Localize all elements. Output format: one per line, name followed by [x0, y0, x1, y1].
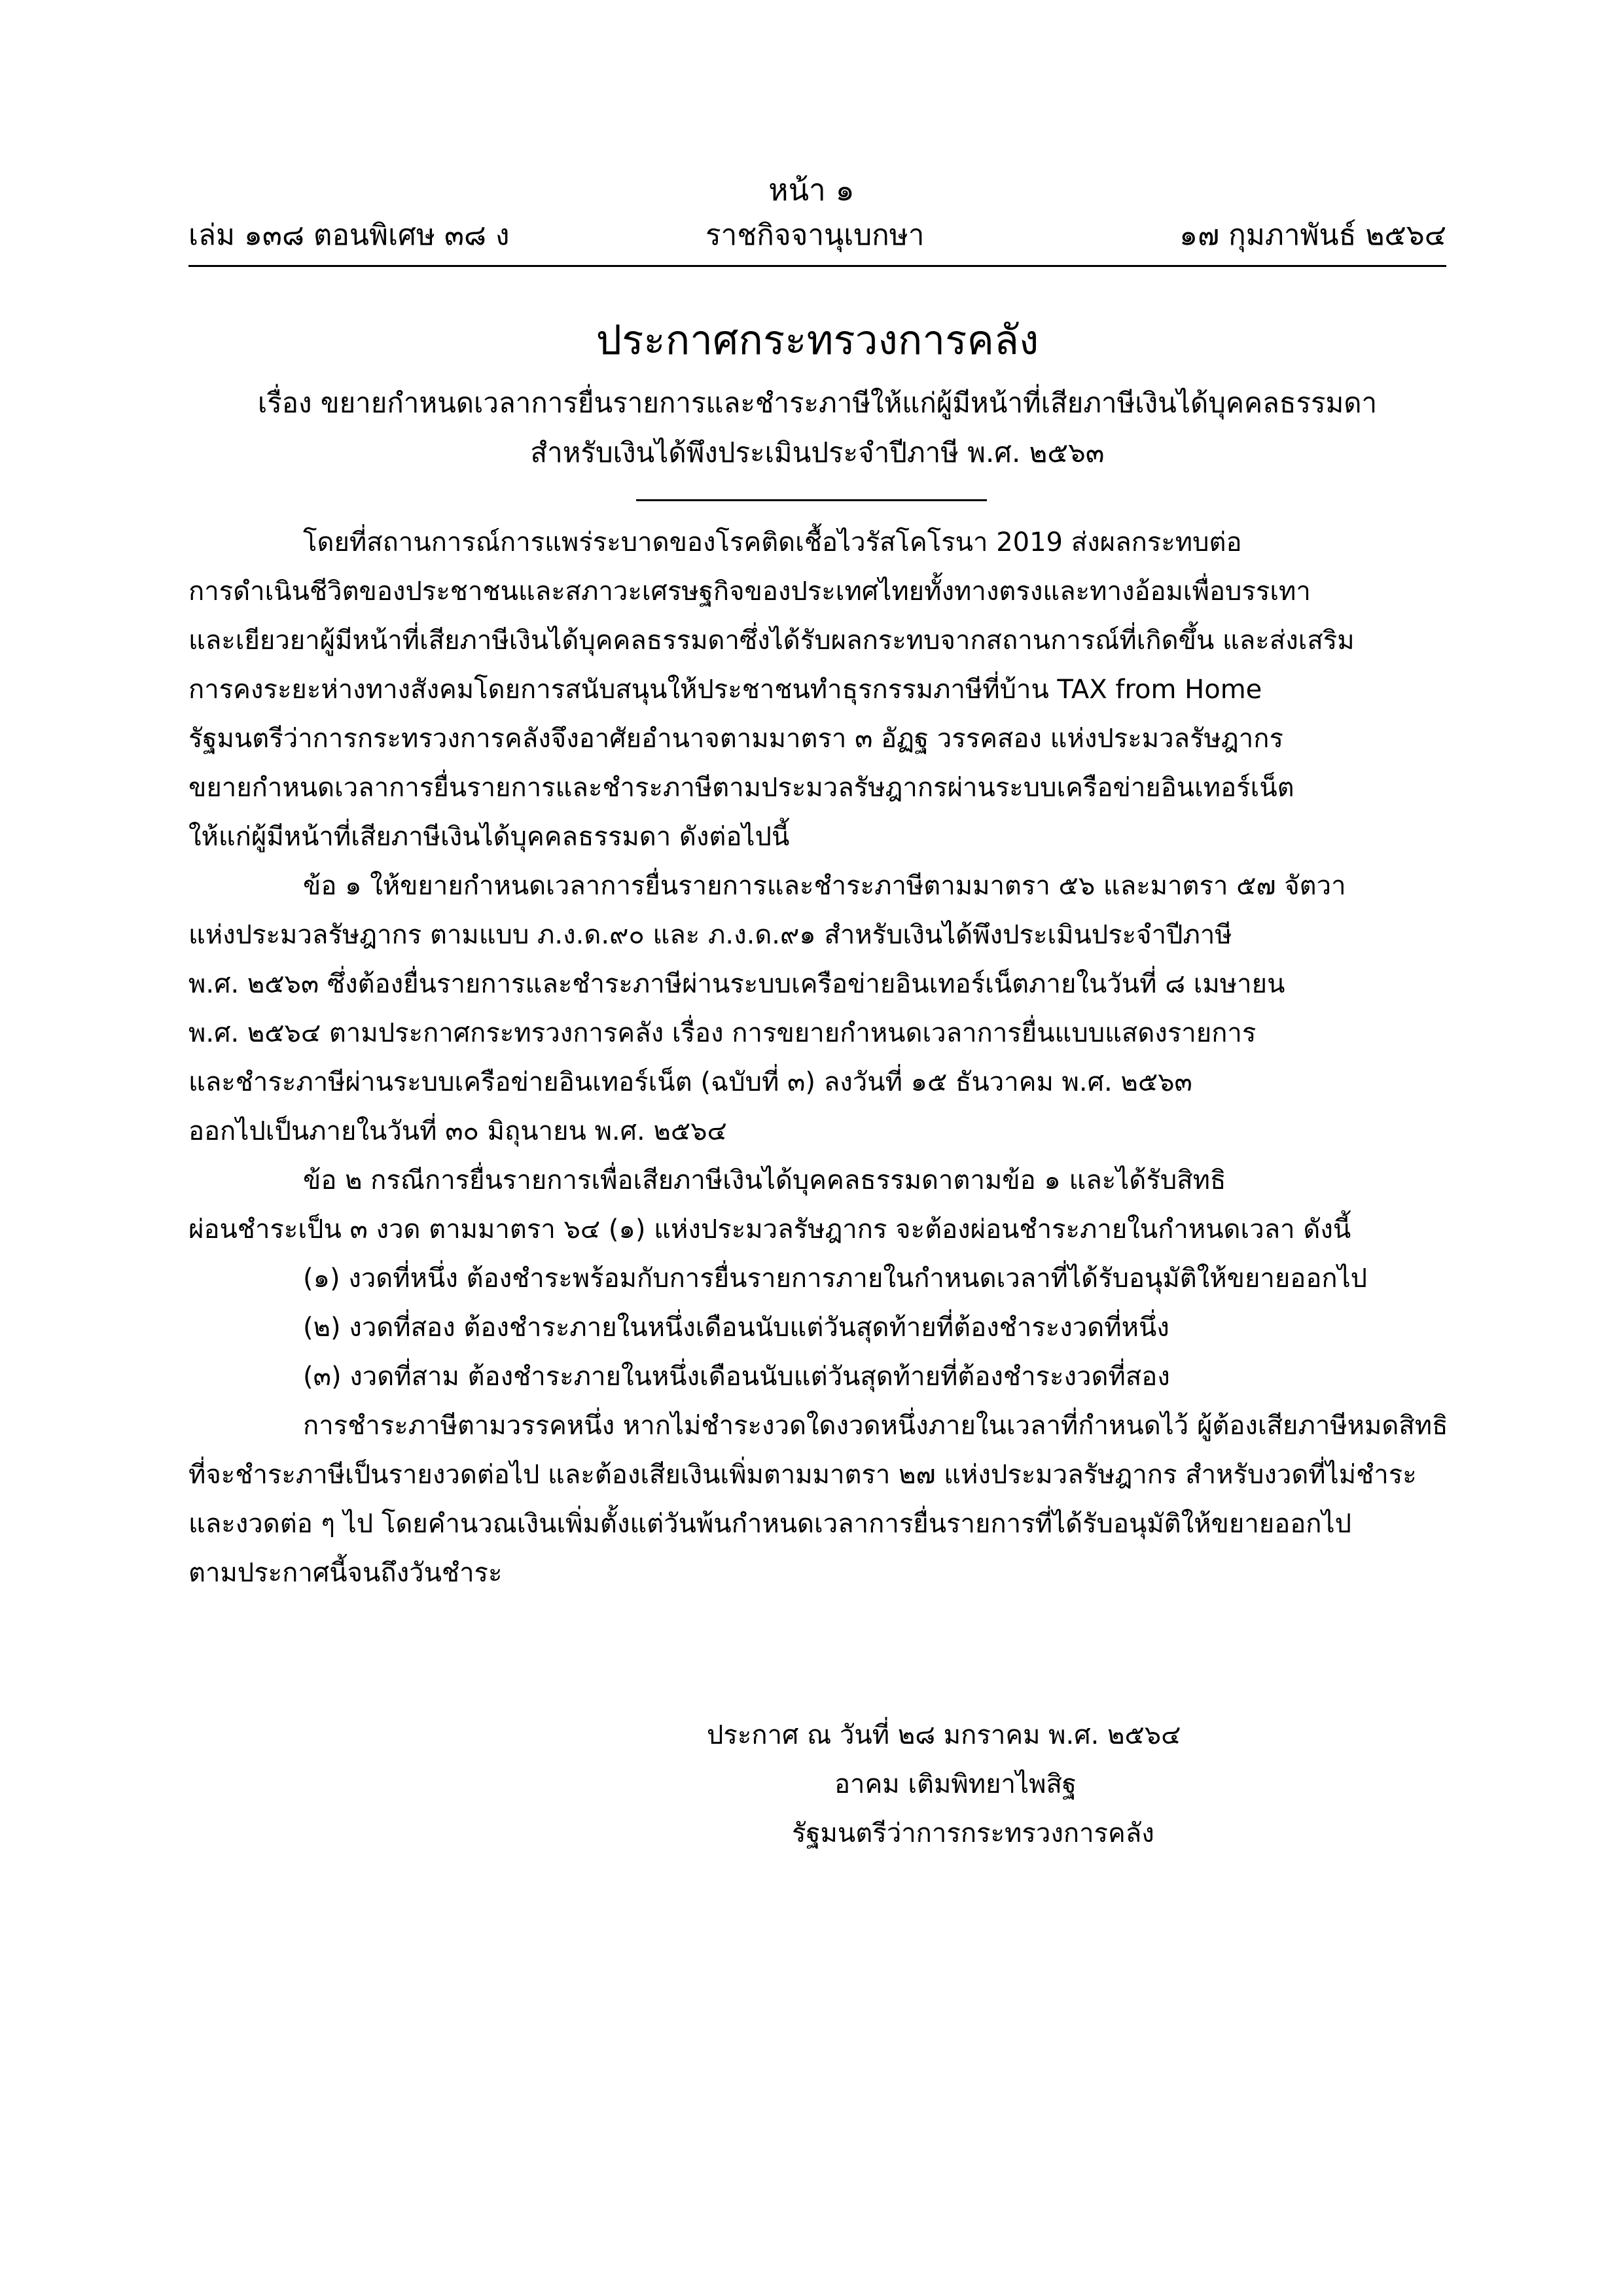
installment-item: (๓) งวดที่สาม ต้องชำระภายในหนึ่งเดือนนับแต่วันสุดท้ายที่ต้องชำระงวดที่สอง: [303, 1362, 1170, 1392]
page-number: หน้า ๑: [768, 172, 855, 207]
text-line: แห่งประมวลรัษฎากร ตามแบบ ภ.ง.ด.๙๐ และ ภ.ง.ด.๙๑ สำหรับเงินได้พึงประเมินประจำปีภาษี: [188, 920, 1232, 950]
text-line: ที่จะชำระภาษีเป็นรายงวดต่อไป และต้องเสียเงินเพิ่มตามมาตรา ๒๗ แห่งประมวลรัษฎากร สำหรับงวดที่ไม่ชำระ: [188, 1460, 1417, 1490]
text-line: ข้อ ๑ ให้ขยายกำหนดเวลาการยื่นรายการและชำระภาษีตามมาตรา ๕๖ และมาตรา ๕๗ จัตวา: [303, 871, 1346, 901]
text-line: การชำระภาษีตามวรรคหนึ่ง หากไม่ชำระงวดใดงวดหนึ่งภายในเวลาที่กำหนดไว้ ผู้ต้องเสียภาษีหมดสิทธิ: [303, 1411, 1448, 1441]
volume-info: เล่ม ๑๓๘ ตอนพิเศษ ๓๘ ง: [188, 219, 510, 252]
text-line: การดำเนินชีวิตของประชาชนและสภาวะเศรษฐกิจของประเทศไทยทั้งทางตรงและทางอ้อมเพื่อบรรเทา: [188, 576, 1311, 607]
gazette-header: [188, 213, 1446, 258]
installment-item: (๒) งวดที่สอง ต้องชำระภายในหนึ่งเดือนนับแต่วันสุดท้ายที่ต้องชำระงวดที่หนึ่ง: [303, 1313, 1169, 1343]
text-line: พ.ศ. ๒๕๖๓ ซึ่งต้องยื่นรายการและชำระภาษีผ่านระบบเครือข่ายอินเทอร์เน็ตภายในวันที่ ๘ เมษายน: [188, 969, 1285, 999]
installment-list: [188, 1254, 1446, 1402]
text-line: การคงระยะห่างทางสังคมโดยการสนับสนุนให้ประชาชนทำธุรกรรมภาษีที่บ้าน TAX from Home: [188, 675, 1262, 705]
subject-line: สำหรับเงินได้พึงประเมินประจำปีภาษี พ.ศ. ๒๕๖๓: [530, 436, 1105, 468]
subject-divider: [636, 499, 987, 501]
document-body: [188, 518, 1446, 1598]
signatory-name: อาคม เติมพิทยาไพสิฐ: [834, 1769, 1077, 1799]
preamble-paragraph: [188, 518, 1446, 862]
announcement-date: ประกาศ ณ วันที่ ๒๘ มกราคม พ.ศ. ๒๕๖๔: [707, 1720, 1181, 1750]
publication-name: ราชกิจจานุเบกษา: [705, 219, 925, 252]
text-line: รัฐมนตรีว่าการกระทรวงการคลังจึงอาศัยอำนาจตามมาตรา ๓ อัฏฐ วรรคสอง แห่งประมวลรัษฎากร: [188, 724, 1283, 754]
installment-item: (๑) งวดที่หนึ่ง ต้องชำระพร้อมกับการยื่นรายการภายในกำหนดเวลาที่ได้รับอนุมัติให้ขยายออกไป: [303, 1263, 1368, 1294]
text-line: พ.ศ. ๒๕๖๔ ตามประกาศกระทรวงการคลัง เรื่อง การขยายกำหนดเวลาการยื่นแบบแสดงรายการ: [188, 1018, 1257, 1048]
text-line: โดยที่สถานการณ์การแพร่ระบาดของโรคติดเชื้อไวรัสโคโรนา 2019 ส่งผลกระทบต่อ: [303, 527, 1242, 557]
text-line: และชำระภาษีผ่านระบบเครือข่ายอินเทอร์เน็ต (ฉบับที่ ๓) ลงวันที่ ๑๕ ธันวาคม พ.ศ. ๒๕๖๓: [188, 1067, 1192, 1097]
document-subject: [188, 378, 1446, 478]
text-line: และเยียวยาผู้มีหน้าที่เสียภาษีเงินได้บุคคลธรรมดาซึ่งได้รับผลกระทบจากสถานการณ์ที่เกิดขึ้น และส่งเสริม: [188, 626, 1355, 656]
text-line: และงวดต่อ ๆ ไป โดยคำนวณเงินเพิ่มตั้งแต่วันพ้นกำหนดเวลาการยื่นรายการที่ได้รับอนุมัติให้ขยายออกไป: [188, 1509, 1352, 1539]
text-line: ผ่อนชำระเป็น ๓ งวด ตามมาตรา ๖๔ (๑) แห่งประมวลรัษฎากร จะต้องผ่อนชำระภายในกำหนดเวลา ดังนี้: [188, 1214, 1351, 1245]
text-line: ออกไปเป็นภายในวันที่ ๓๐ มิถุนายน พ.ศ. ๒๕๖๔: [188, 1116, 727, 1146]
subject-line: เรื่อง ขยายกำหนดเวลาการยื่นรายการและชำระภาษีให้แก่ผู้มีหน้าที่เสียภาษีเงินได้บุคคลธรรมดา: [257, 387, 1378, 419]
closing-paragraph: [188, 1402, 1446, 1598]
publication-date: ๑๗ กุมภาพันธ์ ๒๕๖๔: [1179, 219, 1446, 252]
text-line: ขยายกำหนดเวลาการยื่นรายการและชำระภาษีตามประมวลรัษฎากรผ่านระบบเครือข่ายอินเทอร์เน็ต: [188, 773, 1294, 803]
text-line: ตามประกาศนี้จนถึงวันชำระ: [188, 1558, 503, 1588]
header-divider: [188, 265, 1446, 267]
clause-1: [188, 862, 1446, 1156]
clause-2: [188, 1156, 1446, 1254]
document-title: ประกาศกระทรวงการคลัง: [596, 316, 1039, 364]
text-line: ข้อ ๒ กรณีการยื่นรายการเพื่อเสียภาษีเงินได้บุคคลธรรมดาตามข้อ ๑ และได้รับสิทธิ: [303, 1165, 1226, 1195]
signatory-position: รัฐมนตรีว่าการกระทรวงการคลัง: [792, 1818, 1154, 1848]
signature-block: [707, 1711, 1296, 1858]
text-line: ให้แก่ผู้มีหน้าที่เสียภาษีเงินได้บุคคลธรรมดา ดังต่อไปนี้: [188, 822, 790, 852]
